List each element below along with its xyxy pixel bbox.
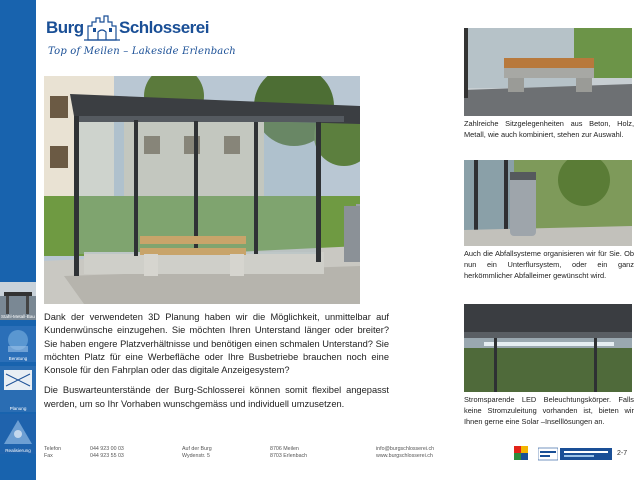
bench-photo: [464, 28, 632, 116]
footer-contact-labels: [44, 446, 61, 460]
bus-shelter-illustration: [44, 76, 360, 304]
bench-illustration: [464, 28, 632, 116]
page-number: 2-7: [617, 450, 628, 457]
body-paragraph-1: Dank der verwendeten 3D Planung haben wir die Möglichkeit, unmittelbar auf Kundenwünsche einzugehen. Sie möchten Ihren Unterstand länger oder breiter? Sie haben engere Platzverhältnisse und benötigen einen schmalen Unterstand? Sie möchten Platz für eine Werbefläche oder Ihre Busbetriebe brauchen noch eine Konsole für den Fahrplan oder das digitale Anzeigesystem?: [44, 312, 389, 376]
waste-bin-illustration: [464, 160, 632, 246]
caption-led-lighting: Stromsparende LED Beleuchtungskörper. Falls keine Stromzuleitung vorhanden ist, bieten wir Ihnen gerne eine Solar –Inselllösungen an.: [464, 395, 634, 426]
street-2: Wydenstr. 5: [182, 453, 210, 459]
footer-online: [376, 446, 434, 460]
bus-shelter-photo: [44, 76, 360, 304]
castle-icon: [82, 14, 122, 42]
street-1: Auf der Burg: [182, 446, 212, 452]
sidebar-item-label: Realisierung: [5, 448, 31, 453]
phone-number[interactable]: 044 923 00 03: [90, 446, 124, 452]
footer-cities: [270, 446, 307, 460]
sidebar-item-label: Planung: [9, 406, 27, 411]
fax-label: Fax: [44, 453, 53, 459]
logo-tagline: Top of Meilen – Lakeside Erlenbach: [48, 46, 236, 57]
website-link[interactable]: www.burgschlosserei.ch: [376, 453, 433, 459]
phone-label: Telefon: [44, 446, 62, 452]
city-2: 8703 Erlenbach: [270, 453, 308, 459]
body-paragraph-2: Die Buswarteunterstände der Burg-Schlosserei können somit flexibel angepasst werden, um so Ihr Vorhaben wunschgemäss und individuell umzusetzen.: [44, 385, 389, 409]
sidebar-item-planung[interactable]: [0, 366, 36, 412]
waste-bin-photo: [464, 160, 632, 246]
sidebar-item-label: Beratung: [8, 356, 28, 361]
led-lighting-illustration: [464, 304, 632, 392]
body-text: [44, 311, 389, 418]
certification-badge-icon: [514, 446, 536, 462]
led-lighting-photo: [464, 304, 632, 392]
sidebar-item-label: Stahl-Metall-Bau: [1, 314, 35, 319]
logo-brand-left: Burg: [46, 18, 84, 37]
caption-bench: Zahlreiche Sitzgelegenheiten aus Beton, Holz, Metall, wie auch kombiniert, stehen zur Auswahl.: [464, 119, 634, 139]
city-1: 8706 Meilen: [270, 446, 299, 452]
caption-waste-bin: Auch die Abfallsysteme organisieren wir für Sie. Ob nun ein Unterflursystem, oder ein ganz herkömmlicher Abfalleimer gewünscht wird.: [464, 249, 634, 280]
fax-number: 044 923 55 03: [90, 453, 124, 459]
footer-contact-numbers: [90, 446, 124, 460]
association-logo-icon: [538, 446, 558, 462]
company-logo[interactable]: [46, 14, 236, 70]
sidebar-item-realisierung[interactable]: [0, 414, 36, 454]
sidebar-item-stahl-metall-bau[interactable]: [0, 282, 36, 320]
email-link[interactable]: info@burgschlosserei.ch: [376, 446, 435, 452]
partner-logo-icon: [560, 446, 612, 462]
footer-streets: [182, 446, 212, 460]
logo-brand-right: Schlosserei: [119, 18, 209, 37]
sidebar-item-beratung[interactable]: [0, 326, 36, 362]
